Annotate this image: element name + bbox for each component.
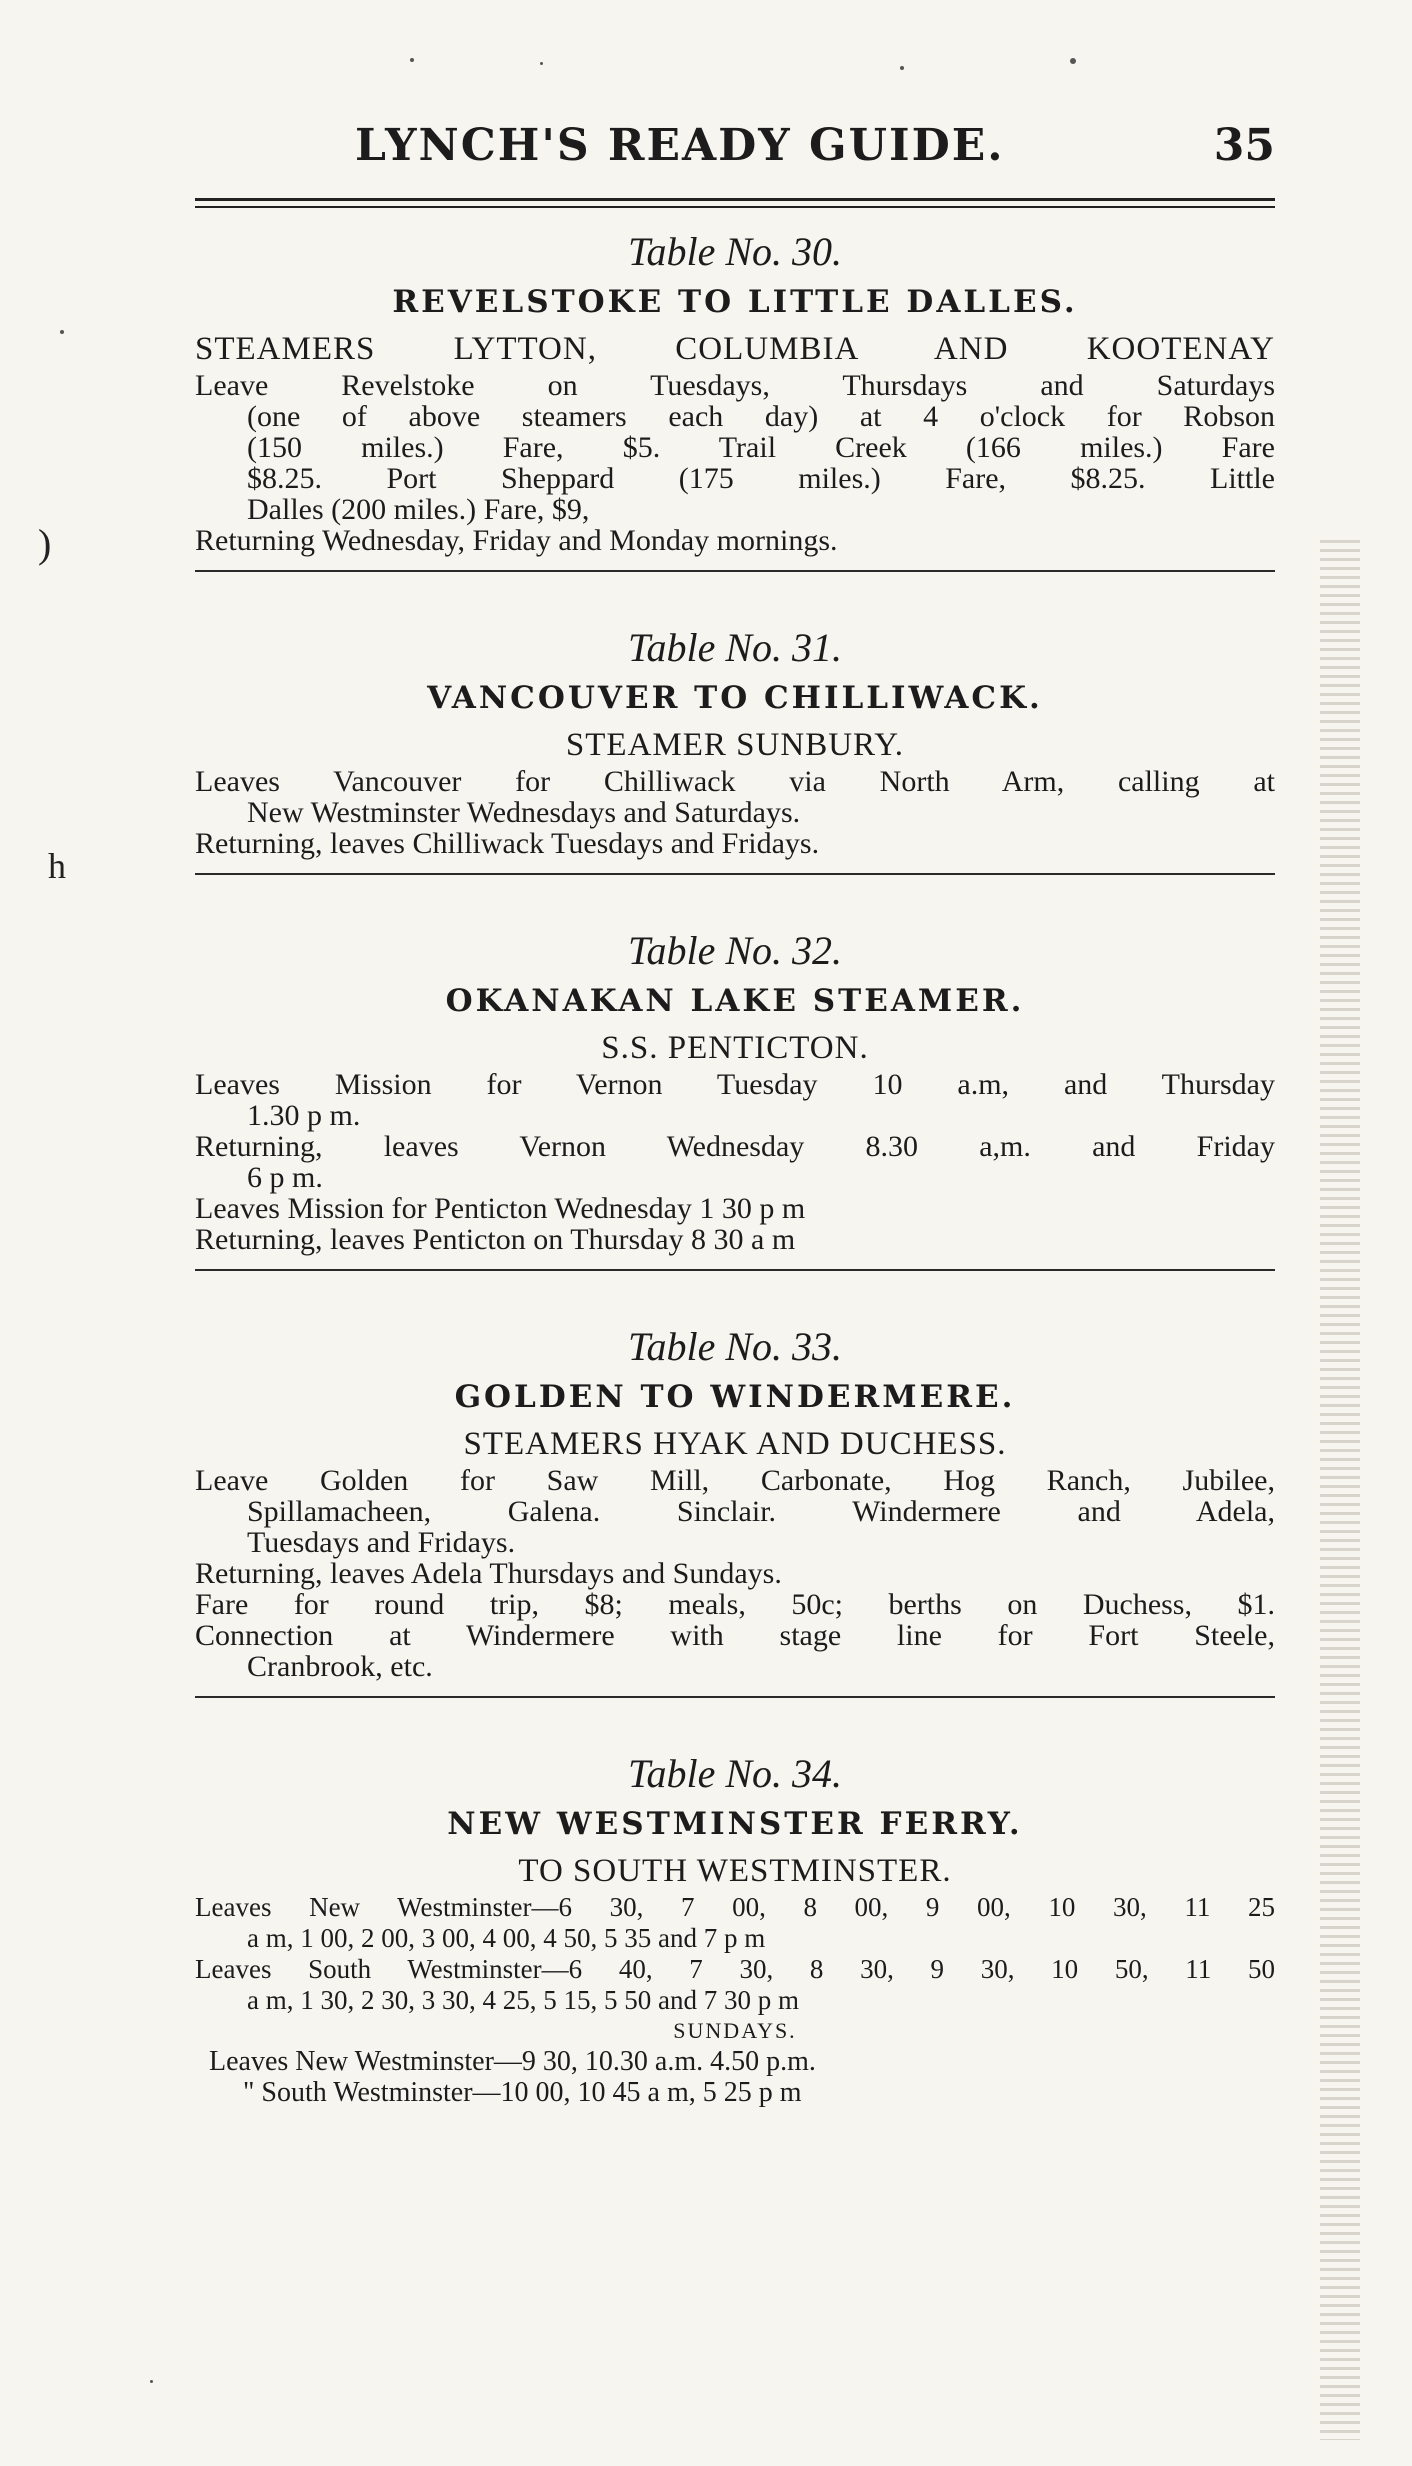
running-title: LYNCH'S READY GUIDE.: [355, 120, 1005, 171]
margin-mark-letter: h: [48, 846, 66, 886]
table-number: Table No. 31.: [627, 625, 843, 670]
sundays-subheading: SUNDAYS.: [673, 2018, 797, 2043]
page-number: 35: [1213, 120, 1275, 171]
body-line: Returning, leaves Adela Thursdays and Sundays.: [195, 1557, 782, 1590]
table-33: [195, 1271, 1275, 1698]
body-line: Leaves Vancouver for Chilliwack via North Arm, calling at: [195, 765, 1275, 798]
header-rule: [195, 198, 1275, 208]
scan-speck: [900, 66, 904, 70]
body-line: Returning Wednesday, Friday and Monday mornings.: [195, 524, 838, 557]
table-number: Table No. 30.: [627, 229, 843, 274]
body-line: Dalles (200 miles.) Fare, $9,: [247, 493, 590, 526]
body-line: a m, 1 30, 2 30, 3 30, 4 25, 5 15, 5 50 and 7 30 p m: [247, 1985, 799, 2015]
body-line: Leaves New Westminster—6 30, 7 00, 8 00, 9 00, 10 30, 11 25: [195, 1892, 1275, 1922]
vessel-name: STEAMERS HYAK AND DUCHESS.: [463, 1426, 1007, 1462]
table-31: [195, 572, 1275, 875]
vessel-name: STEAMERS LYTTON, COLUMBIA AND KOOTENAY: [195, 331, 1275, 367]
route-title: VANCOUVER TO CHILLIWACK.: [427, 680, 1043, 716]
table-number: Table No. 33.: [627, 1324, 843, 1369]
table-number: Table No. 34.: [627, 1751, 843, 1796]
body-line: Leaves Mission for Penticton Wednesday 1 30 p m: [195, 1192, 806, 1225]
body-line: a m, 1 00, 2 00, 3 00, 4 00, 4 50, 5 35 and 7 p m: [247, 1923, 766, 1953]
body-line: Cranbrook, etc.: [247, 1650, 433, 1683]
body-line: Spillamacheen, Galena. Sinclair. Windermere and Adela,: [247, 1495, 1275, 1528]
body-line: New Westminster Wednesdays and Saturdays.: [247, 796, 801, 829]
body-line: (one of above steamers each day) at 4 o'clock for Robson: [247, 400, 1275, 433]
body-line: (150 miles.) Fare, $5. Trail Creek (166 miles.) Fare: [247, 431, 1275, 464]
table-30: [195, 208, 1275, 572]
body-line: Leaves Mission for Vernon Tuesday 10 a.m, and Thursday: [195, 1068, 1275, 1101]
scan-speck: [150, 2380, 153, 2383]
table-number: Table No. 32.: [627, 928, 843, 973]
body-line: " South Westminster—10 00, 10 45 a m, 5 25 p m: [243, 2077, 802, 2108]
body-line: 6 p m.: [247, 1161, 323, 1194]
body-line: Connection at Windermere with stage line for Fort Steele,: [195, 1619, 1275, 1652]
vessel-name: STEAMER SUNBURY.: [565, 727, 905, 763]
margin-mark-paren: ): [38, 521, 52, 566]
route-title: REVELSTOKE TO LITTLE DALLES.: [392, 284, 1078, 320]
body-line: $8.25. Port Sheppard (175 miles.) Fare, $8.25. Little: [247, 462, 1275, 495]
page-header: [195, 110, 1275, 190]
body-line: Fare for round trip, $8; meals, 50c; berths on Duchess, $1.: [195, 1588, 1275, 1621]
body-line: Leave Golden for Saw Mill, Carbonate, Hog Ranch, Jubilee,: [195, 1464, 1275, 1497]
scan-speck: [60, 330, 64, 334]
scan-speck: [540, 62, 543, 65]
scan-speck: [410, 58, 414, 62]
vessel-name: TO SOUTH WESTMINSTER.: [518, 1853, 952, 1889]
page: [195, 110, 1275, 2108]
route-title: OKANAKAN LAKE STEAMER.: [445, 983, 1025, 1019]
body-line: Leaves New Westminster—9 30, 10.30 a.m. 4.50 p.m.: [209, 2046, 816, 2077]
scan-speck: [1070, 58, 1076, 64]
table-34: [195, 1698, 1275, 2108]
page-edge-shadow: [1320, 540, 1360, 2440]
vessel-name: S.S. PENTICTON.: [601, 1030, 869, 1066]
body-line: Tuesdays and Fridays.: [247, 1526, 516, 1559]
table-32: [195, 875, 1275, 1271]
body-line: Returning, leaves Penticton on Thursday 8 30 a m: [195, 1223, 796, 1256]
body-line: Leave Revelstoke on Tuesdays, Thursdays and Saturdays: [195, 369, 1275, 402]
body-line: 1.30 p m.: [247, 1099, 361, 1132]
route-title: GOLDEN TO WINDERMERE.: [454, 1379, 1016, 1415]
body-line: Leaves South Westminster—6 40, 7 30, 8 30, 9 30, 10 50, 11 50: [195, 1954, 1275, 1984]
body-line: Returning, leaves Chilliwack Tuesdays and Fridays.: [195, 827, 820, 860]
route-title: NEW WESTMINSTER FERRY.: [447, 1806, 1023, 1842]
body-line: Returning, leaves Vernon Wednesday 8.30 a,m. and Friday: [195, 1130, 1275, 1163]
